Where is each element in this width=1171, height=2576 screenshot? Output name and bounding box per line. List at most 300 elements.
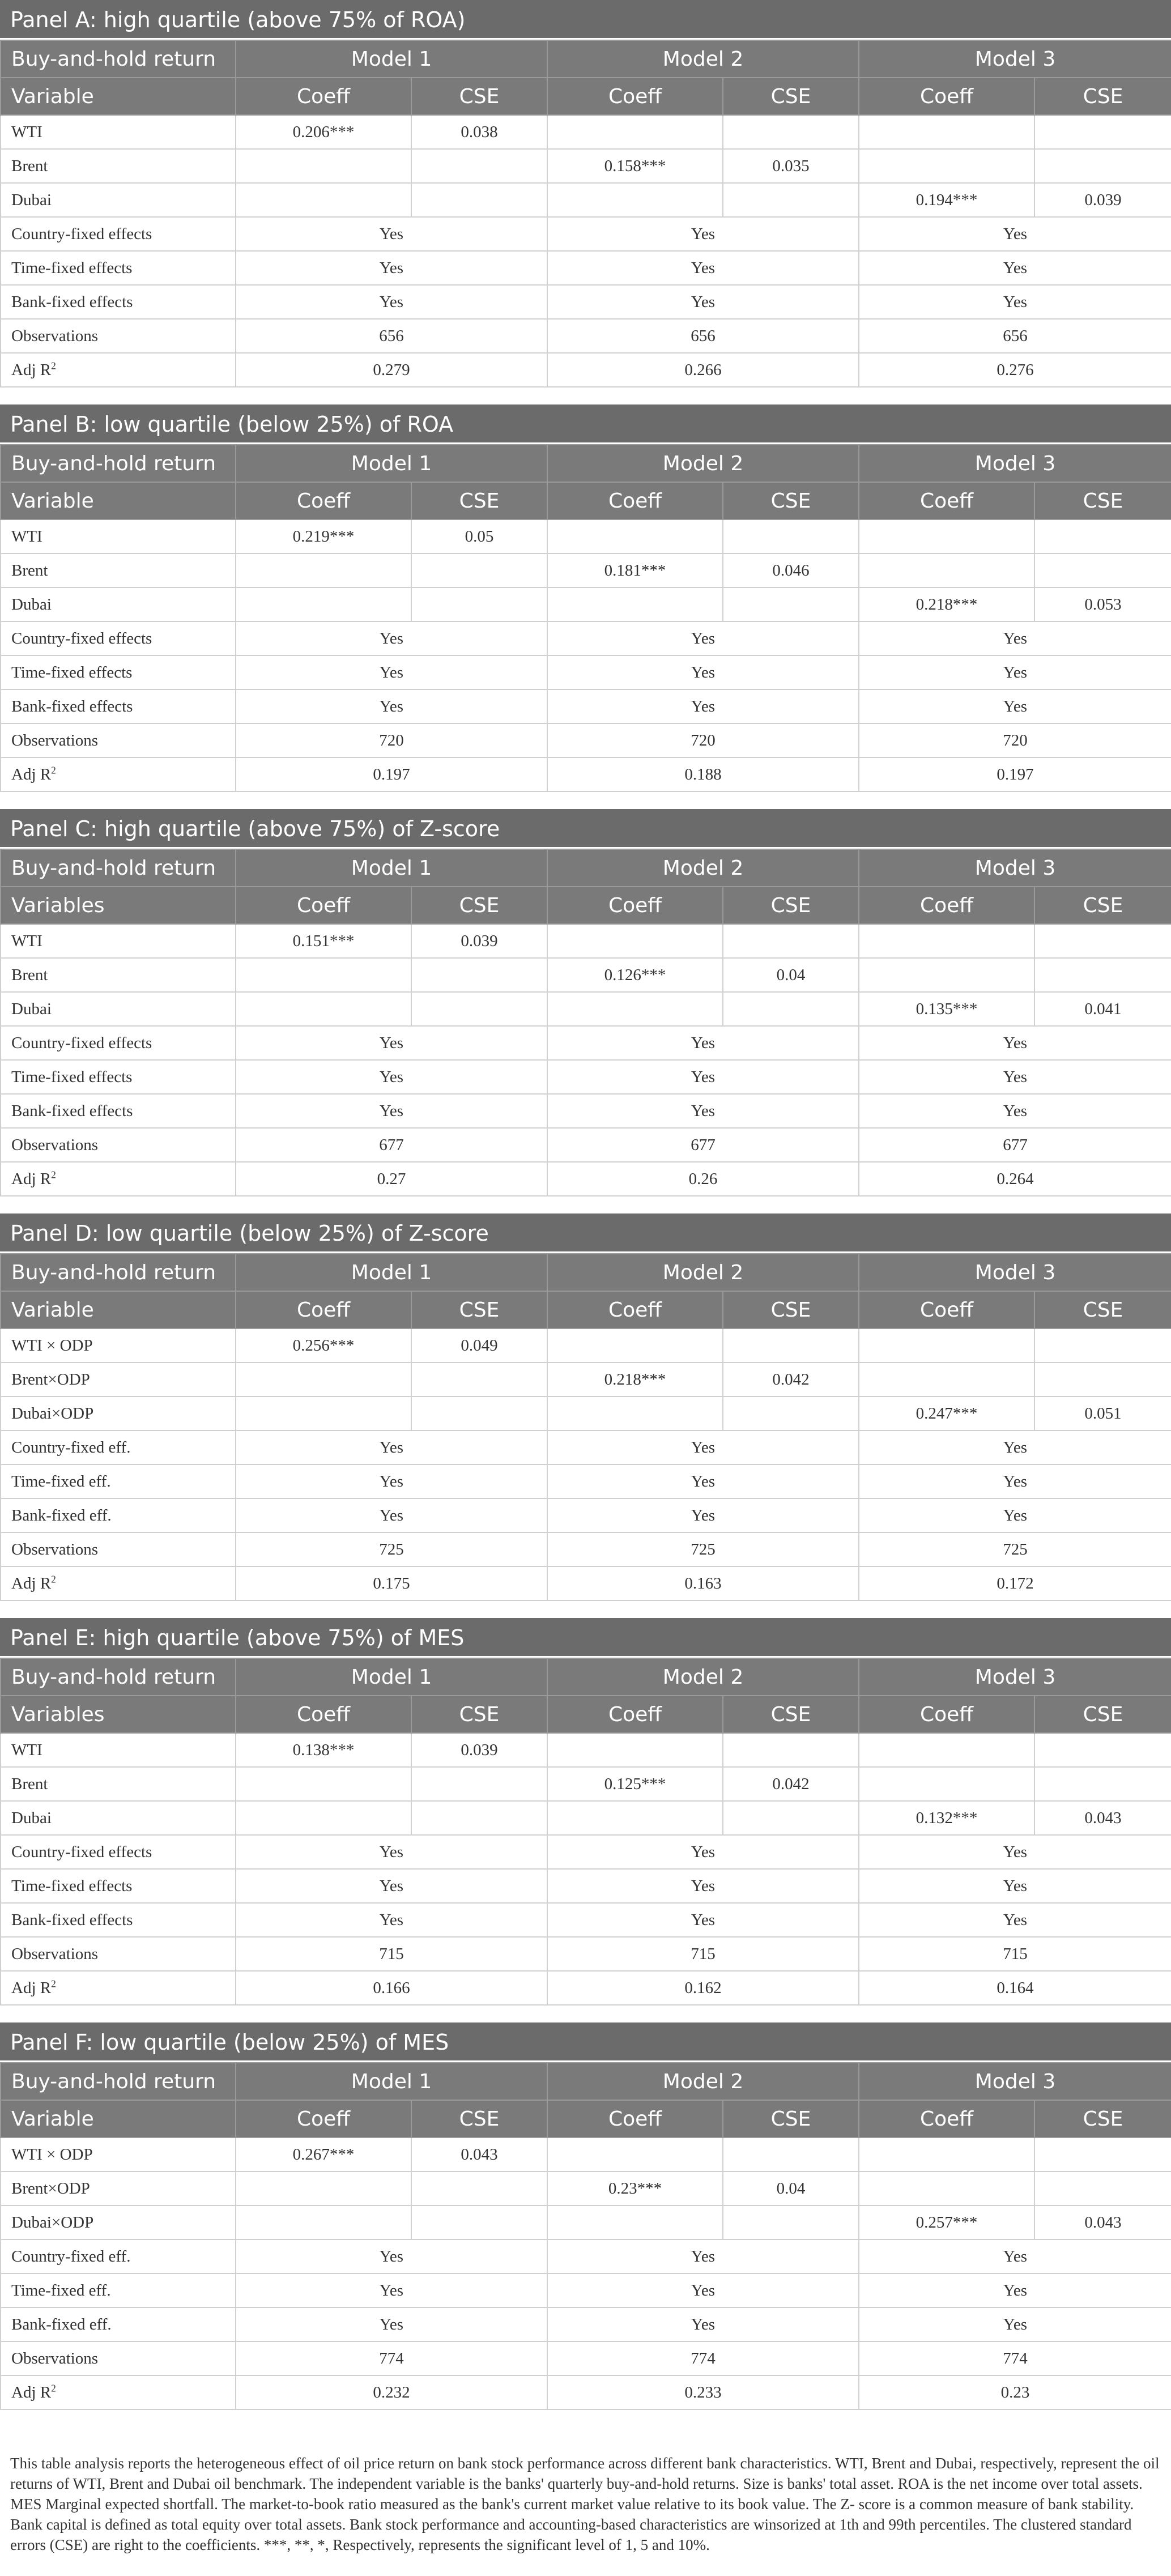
summary-value-cell: 0.166 [236, 1971, 547, 2005]
row-label: Brent [1, 1767, 236, 1801]
model-header: Model 3 [859, 1658, 1171, 1696]
row-label-text: Bank-fixed eff. [11, 2315, 112, 2334]
coeff-cell: 0.138*** [236, 1733, 411, 1767]
empty-cell [236, 992, 411, 1026]
summary-value-cell: 725 [547, 1532, 859, 1566]
panel [0, 2023, 1171, 2410]
row-label [1, 285, 236, 319]
coeff-cell: 0.218*** [547, 1362, 723, 1396]
empty-cell [547, 1801, 723, 1835]
coeff-header: Coeff [547, 1291, 723, 1329]
empty-cell [236, 1767, 411, 1801]
coeff-header: Coeff [547, 78, 723, 115]
empty-cell [547, 520, 723, 553]
empty-cell [411, 587, 547, 621]
coeff-cell: 0.135*** [859, 992, 1034, 1026]
summary-value-cell: 0.172 [859, 1566, 1171, 1600]
summary-value-cell: Yes [236, 689, 547, 723]
empty-cell [547, 587, 723, 621]
table-row [1, 924, 1171, 958]
row-label [1, 757, 236, 791]
model-header: Model 3 [859, 445, 1171, 482]
summary-value-cell: 0.175 [236, 1566, 547, 1600]
summary-value-cell: 0.264 [859, 1162, 1171, 1196]
row-label-text: Time-fixed eff. [11, 2281, 111, 2300]
model-header: Model 2 [547, 40, 859, 78]
coeff-cell: 0.23*** [547, 2171, 723, 2205]
summary-value-cell: Yes [236, 217, 547, 251]
empty-cell [723, 1329, 859, 1362]
empty-cell [723, 1733, 859, 1767]
row-label-text: Time-fixed effects [11, 258, 133, 277]
variable-column-header: Variables [1, 1696, 236, 1733]
summary-value-cell: Yes [547, 2307, 859, 2341]
summary-value-cell: Yes [236, 621, 547, 655]
panel-gap [0, 1197, 1171, 1214]
summary-value-cell: 0.163 [547, 1566, 859, 1600]
panel [0, 1214, 1171, 1601]
summary-row [1, 1566, 1171, 1600]
summary-value-cell: Yes [859, 1464, 1171, 1498]
row-label-text: Time-fixed effects [11, 663, 133, 682]
cse-cell: 0.04 [723, 958, 859, 992]
row-label-text: Observations [11, 1135, 99, 1154]
row-label: Dubai [1, 992, 236, 1026]
coeff-cell: 0.126*** [547, 958, 723, 992]
panel-title: Panel D: low quartile (below 25%) of Z-score [0, 1214, 1171, 1253]
empty-cell [411, 1767, 547, 1801]
row-label [1, 2341, 236, 2375]
dependent-variable-header: Buy-and-hold return [1, 2063, 236, 2100]
summary-value-cell: 725 [236, 1532, 547, 1566]
panel [0, 1618, 1171, 2006]
cse-cell: 0.041 [1034, 992, 1171, 1026]
summary-value-cell: Yes [236, 1835, 547, 1869]
summary-value-cell: Yes [859, 621, 1171, 655]
empty-cell [1034, 2171, 1171, 2205]
cse-header: CSE [1034, 2100, 1171, 2138]
summary-value-cell: Yes [547, 1835, 859, 1869]
row-label: WTI [1, 924, 236, 958]
summary-value-cell: 0.188 [547, 757, 859, 791]
panel-title: Panel F: low quartile (below 25%) of MES [0, 2023, 1171, 2062]
row-label [1, 2375, 236, 2409]
summary-value-cell: 656 [547, 319, 859, 353]
summary-value-cell: Yes [236, 2239, 547, 2273]
summary-value-cell: Yes [859, 1903, 1171, 1937]
empty-cell [859, 553, 1034, 587]
cse-header: CSE [1034, 1696, 1171, 1733]
summary-row [1, 655, 1171, 689]
coeff-cell: 0.151*** [236, 924, 411, 958]
row-label-text: Time-fixed effects [11, 1067, 133, 1086]
model-header: Model 1 [236, 1254, 547, 1291]
summary-value-cell: Yes [859, 1430, 1171, 1464]
regression-table [0, 2062, 1171, 2410]
row-label-text: Bank-fixed effects [11, 1910, 133, 1929]
summary-value-cell: 0.233 [547, 2375, 859, 2409]
header-row-models [1, 445, 1171, 482]
cse-cell: 0.042 [723, 1362, 859, 1396]
summary-value-cell: 0.232 [236, 2375, 547, 2409]
cse-header: CSE [411, 1291, 547, 1329]
empty-cell [1034, 520, 1171, 553]
header-row-subcolumns [1, 1696, 1171, 1733]
summary-value-cell: 774 [547, 2341, 859, 2375]
regression-table [0, 444, 1171, 792]
row-label [1, 689, 236, 723]
model-header: Model 2 [547, 1658, 859, 1696]
panel-gap [0, 792, 1171, 809]
summary-row [1, 1498, 1171, 1532]
summary-value-cell: 0.164 [859, 1971, 1171, 2005]
model-header: Model 2 [547, 2063, 859, 2100]
empty-cell [547, 992, 723, 1026]
coeff-cell: 0.247*** [859, 1396, 1034, 1430]
summary-value-cell: 0.266 [547, 353, 859, 387]
cse-header: CSE [411, 1696, 547, 1733]
panel-gap [0, 2006, 1171, 2023]
coeff-cell: 0.256*** [236, 1329, 411, 1362]
panel-title: Panel C: high quartile (above 75%) of Z-score [0, 809, 1171, 849]
cse-header: CSE [1034, 78, 1171, 115]
empty-cell [236, 1362, 411, 1396]
row-label: Dubai [1, 587, 236, 621]
summary-value-cell: Yes [859, 251, 1171, 285]
empty-cell [411, 553, 547, 587]
coeff-header: Coeff [236, 887, 411, 924]
panel-gap [0, 388, 1171, 405]
summary-value-cell: 725 [859, 1532, 1171, 1566]
summary-value-cell: Yes [547, 621, 859, 655]
row-label-text: Time-fixed effects [11, 1876, 133, 1895]
row-label [1, 1835, 236, 1869]
row-label-text: Observations [11, 731, 99, 750]
empty-cell [236, 553, 411, 587]
cse-cell: 0.043 [1034, 1801, 1171, 1835]
empty-cell [723, 115, 859, 149]
empty-cell [859, 2171, 1034, 2205]
summary-value-cell: Yes [859, 1869, 1171, 1903]
row-label [1, 1903, 236, 1937]
summary-value-cell: Yes [547, 1060, 859, 1094]
empty-cell [547, 183, 723, 217]
row-label-text: Country-fixed eff. [11, 1438, 131, 1457]
summary-value-cell: Yes [236, 285, 547, 319]
cse-header: CSE [723, 1291, 859, 1329]
empty-cell [723, 2205, 859, 2239]
summary-value-cell: 774 [236, 2341, 547, 2375]
header-row-subcolumns [1, 1291, 1171, 1329]
empty-cell [411, 1801, 547, 1835]
empty-cell [411, 958, 547, 992]
summary-value-cell: 715 [236, 1937, 547, 1971]
empty-cell [1034, 115, 1171, 149]
summary-row [1, 2239, 1171, 2273]
empty-cell [411, 149, 547, 183]
model-header: Model 1 [236, 1658, 547, 1696]
row-label [1, 1937, 236, 1971]
row-label [1, 1094, 236, 1128]
header-row-models [1, 1658, 1171, 1696]
row-label: WTI × ODP [1, 2138, 236, 2171]
coeff-header: Coeff [236, 1696, 411, 1733]
model-header: Model 3 [859, 849, 1171, 887]
summary-value-cell: 0.197 [236, 757, 547, 791]
summary-value-cell: Yes [547, 285, 859, 319]
table-row [1, 2138, 1171, 2171]
row-label [1, 1532, 236, 1566]
row-label-text: Country-fixed effects [11, 1033, 152, 1052]
row-label: Dubai×ODP [1, 1396, 236, 1430]
row-label [1, 1128, 236, 1162]
coeff-header: Coeff [236, 482, 411, 520]
row-label [1, 251, 236, 285]
summary-value-cell: Yes [236, 251, 547, 285]
summary-value-cell: Yes [859, 1835, 1171, 1869]
summary-value-cell: 656 [859, 319, 1171, 353]
row-label-text: Observations [11, 326, 99, 345]
summary-value-cell: 715 [547, 1937, 859, 1971]
empty-cell [411, 1396, 547, 1430]
table-row [1, 1767, 1171, 1801]
empty-cell [859, 149, 1034, 183]
model-header: Model 1 [236, 445, 547, 482]
model-header: Model 3 [859, 40, 1171, 78]
cse-cell: 0.043 [411, 2138, 547, 2171]
summary-value-cell: 0.197 [859, 757, 1171, 791]
coeff-header: Coeff [236, 78, 411, 115]
summary-value-cell: Yes [547, 217, 859, 251]
row-label-superscript: 2 [51, 1168, 56, 1180]
summary-value-cell: Yes [859, 2239, 1171, 2273]
regression-table [0, 1253, 1171, 1601]
summary-value-cell: Yes [236, 1026, 547, 1060]
coeff-header: Coeff [859, 482, 1034, 520]
variable-column-header: Variables [1, 887, 236, 924]
summary-value-cell: Yes [859, 2307, 1171, 2341]
panel-gap [0, 1601, 1171, 1618]
coeff-cell: 0.206*** [236, 115, 411, 149]
row-label [1, 217, 236, 251]
summary-row [1, 1532, 1171, 1566]
summary-value-cell: Yes [236, 1094, 547, 1128]
panel-title: Panel A: high quartile (above 75% of ROA) [0, 0, 1171, 40]
summary-value-cell: Yes [547, 2273, 859, 2307]
dependent-variable-header: Buy-and-hold return [1, 40, 236, 78]
cse-header: CSE [723, 887, 859, 924]
cse-cell: 0.038 [411, 115, 547, 149]
row-label-text: Country-fixed eff. [11, 2247, 131, 2266]
header-row-subcolumns [1, 887, 1171, 924]
empty-cell [859, 924, 1034, 958]
row-label: Dubai [1, 183, 236, 217]
panel [0, 809, 1171, 1197]
empty-cell [723, 183, 859, 217]
summary-value-cell: Yes [859, 689, 1171, 723]
cse-header: CSE [723, 1696, 859, 1733]
row-label-text: Bank-fixed effects [11, 292, 133, 311]
cse-header: CSE [1034, 887, 1171, 924]
summary-value-cell: Yes [547, 2239, 859, 2273]
row-label [1, 723, 236, 757]
summary-row [1, 1162, 1171, 1196]
empty-cell [547, 1329, 723, 1362]
summary-value-cell: Yes [547, 1026, 859, 1060]
row-label: Brent×ODP [1, 1362, 236, 1396]
row-label: WTI [1, 520, 236, 553]
cse-header: CSE [723, 482, 859, 520]
summary-value-cell: Yes [859, 2273, 1171, 2307]
table-row [1, 149, 1171, 183]
empty-cell [1034, 2138, 1171, 2171]
coeff-cell: 0.219*** [236, 520, 411, 553]
cse-cell: 0.039 [411, 1733, 547, 1767]
summary-value-cell: Yes [547, 251, 859, 285]
summary-value-cell: 0.276 [859, 353, 1171, 387]
cse-header: CSE [411, 2100, 547, 2138]
summary-row [1, 723, 1171, 757]
cse-header: CSE [1034, 482, 1171, 520]
summary-row [1, 1128, 1171, 1162]
row-label-superscript: 2 [51, 764, 56, 776]
row-label [1, 1060, 236, 1094]
empty-cell [236, 1801, 411, 1835]
table-row [1, 115, 1171, 149]
summary-value-cell: Yes [236, 1903, 547, 1937]
summary-row [1, 1903, 1171, 1937]
row-label-text: Bank-fixed effects [11, 1101, 133, 1120]
empty-cell [547, 924, 723, 958]
summary-value-cell: 720 [547, 723, 859, 757]
coeff-header: Coeff [236, 2100, 411, 2138]
row-label-text: Bank-fixed effects [11, 697, 133, 716]
summary-value-cell: 0.23 [859, 2375, 1171, 2409]
table-row [1, 1801, 1171, 1835]
row-label-text: Observations [11, 2349, 99, 2368]
row-label-text: Adj R [11, 360, 52, 379]
summary-value-cell: 720 [236, 723, 547, 757]
summary-value-cell: Yes [547, 1430, 859, 1464]
summary-value-cell: Yes [236, 655, 547, 689]
summary-value-cell: 715 [859, 1937, 1171, 1971]
empty-cell [236, 2171, 411, 2205]
cse-cell: 0.035 [723, 149, 859, 183]
table-row [1, 183, 1171, 217]
panel-title: Panel E: high quartile (above 75%) of MES [0, 1618, 1171, 1658]
row-label-text: Observations [11, 1944, 99, 1963]
row-label-superscript: 2 [51, 2382, 56, 2394]
cse-cell: 0.046 [723, 553, 859, 587]
empty-cell [723, 2138, 859, 2171]
summary-value-cell: Yes [236, 1498, 547, 1532]
summary-value-cell: Yes [859, 285, 1171, 319]
variable-column-header: Variable [1, 78, 236, 115]
summary-row [1, 1937, 1171, 1971]
model-header: Model 1 [236, 849, 547, 887]
summary-value-cell: 0.279 [236, 353, 547, 387]
row-label [1, 621, 236, 655]
cse-cell: 0.04 [723, 2171, 859, 2205]
table-footnote: This table analysis reports the heterogeneous effect of oil price return on bank stock performance across different bank characteristics. WTI, Brent and Dubai, respectively, represent the oil returns of WTI, Brent and Dubai oil benchmark. The independent variable is the banks' quarterly buy-and-hold returns. Size is banks' total asset. ROA is the net income over total assets. MES Marginal expected shortfall. The market-to-book ratio measured as the bank's current market value relative to its book value. The Z- score is a common measure of bank stability. Bank capital is defined as total equity over total assets. Bank stock performance and accounting-based characteristics are winsorized at 1th and 99th percentiles. The clustered standard errors (CSE) are right to the coefficients. ***, **, *, Respectively, represents the significant level of 1, 5 and 10%. [10, 2455, 1160, 2553]
empty-cell [547, 2205, 723, 2239]
header-row-models [1, 849, 1171, 887]
empty-cell [859, 1362, 1034, 1396]
summary-value-cell: Yes [859, 1060, 1171, 1094]
empty-cell [236, 2205, 411, 2239]
row-label [1, 1430, 236, 1464]
empty-cell [547, 1396, 723, 1430]
coeff-cell: 0.158*** [547, 149, 723, 183]
model-header: Model 2 [547, 849, 859, 887]
table-row [1, 2171, 1171, 2205]
empty-cell [1034, 1767, 1171, 1801]
summary-value-cell: 0.162 [547, 1971, 859, 2005]
empty-cell [723, 992, 859, 1026]
summary-row [1, 319, 1171, 353]
empty-cell [547, 2138, 723, 2171]
dependent-variable-header: Buy-and-hold return [1, 1658, 236, 1696]
empty-cell [547, 115, 723, 149]
coeff-header: Coeff [859, 887, 1034, 924]
variable-column-header: Variable [1, 482, 236, 520]
empty-cell [1034, 1329, 1171, 1362]
cse-header: CSE [411, 887, 547, 924]
row-label [1, 353, 236, 387]
table-row [1, 520, 1171, 553]
empty-cell [723, 587, 859, 621]
cse-cell: 0.053 [1034, 587, 1171, 621]
empty-cell [236, 587, 411, 621]
table-row [1, 553, 1171, 587]
empty-cell [411, 2205, 547, 2239]
model-header: Model 1 [236, 2063, 547, 2100]
summary-value-cell: 656 [236, 319, 547, 353]
summary-value-cell: 0.27 [236, 1162, 547, 1196]
empty-cell [236, 149, 411, 183]
empty-cell [1034, 924, 1171, 958]
row-label: WTI [1, 115, 236, 149]
table-row [1, 992, 1171, 1026]
summary-value-cell: Yes [547, 1903, 859, 1937]
summary-row [1, 251, 1171, 285]
coeff-cell: 0.267*** [236, 2138, 411, 2171]
summary-value-cell: 677 [547, 1128, 859, 1162]
row-label-superscript: 2 [51, 1977, 56, 1989]
row-label [1, 1026, 236, 1060]
row-label-text: Time-fixed eff. [11, 1472, 111, 1491]
row-label [1, 1464, 236, 1498]
cse-header: CSE [723, 2100, 859, 2138]
table-row [1, 1396, 1171, 1430]
summary-row [1, 353, 1171, 387]
row-label: WTI [1, 1733, 236, 1767]
empty-cell [859, 958, 1034, 992]
summary-value-cell: Yes [236, 1430, 547, 1464]
cse-cell: 0.049 [411, 1329, 547, 1362]
table-row [1, 1329, 1171, 1362]
model-header: Model 3 [859, 1254, 1171, 1291]
summary-value-cell: 720 [859, 723, 1171, 757]
row-label: Brent×ODP [1, 2171, 236, 2205]
summary-value-cell: 677 [236, 1128, 547, 1162]
summary-value-cell: Yes [859, 217, 1171, 251]
panel [0, 405, 1171, 792]
empty-cell [859, 1767, 1034, 1801]
cse-cell: 0.039 [411, 924, 547, 958]
empty-cell [723, 924, 859, 958]
row-label-text: Adj R [11, 1169, 52, 1188]
